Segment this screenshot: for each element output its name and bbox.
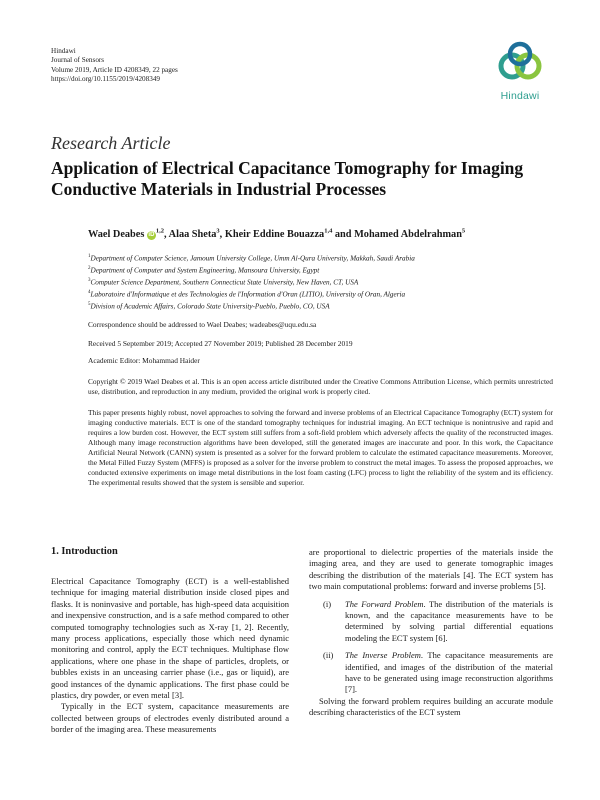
list-item-text: . The distribution of the materials is known, and the capacitance measurements have to be determined by solving partial differential equations modeling the ECT system [6].: [345, 598, 553, 643]
author-3: Kheir Eddine Bouazza$^{1,4}$ and: [224, 228, 355, 241]
author-2: Alaa Sheta$^3$,: [168, 228, 225, 241]
list-item-title: The Forward Problem: [345, 598, 424, 609]
affiliations: [88, 252, 415, 312]
article-type: Research Article: [51, 133, 171, 153]
list-item-title: The Inverse Problem: [345, 650, 421, 661]
body-column-left: [51, 576, 289, 736]
affiliation-5: $^5$Division of Academic Affairs, Colorado State University-Pueblo, Pueblo, CO, USA: [88, 301, 330, 311]
list-item: [323, 650, 553, 696]
list-number: (ii): [323, 650, 334, 661]
paragraph: Solving the forward problem requires building an accurate module describing characteristics of the ECT system: [309, 695, 553, 718]
copyright-notice: Copyright © 2019 Wael Deabes et al. This is an open access article distributed under the Creative Commons Attribution License, which permits unrestricted use, distribution, and reproduction in any medium, provided the original work is properly cited.: [88, 377, 553, 396]
correspondence: Correspondence should be addressed to Wael Deabes; wadeabes@uqu.edu.sa: [88, 320, 317, 329]
article-title: Application of Electrical Capacitance Tomography for Imaging Conductive Materials in Industrial Processes: [51, 158, 524, 199]
section-heading: 1. Introduction: [51, 546, 118, 557]
paragraph: Electrical Capacitance Tomography (ECT) is a well-established technique for imaging material distribution inside closed pipes and flasks. It is noninvasive and portable, has high-speed data acquisition and inexpensive construction, and is a safe method compared to other computed tomography technologies such as X-ray [1, 2]. Recently, many process applications, especially those which need dynamic monitoring and control, apply the ECT techniques. Multiphase flow applications, where one phase in the shape of particles, droplets, or bubbles exists in an unceasing carrier phase (i.e., gas or liquid), are good instances of the dynamic applications. The first phase could be plastics, dry powder, or even metal [3].: [51, 576, 289, 701]
author-4: Mohamed Abdelrahman$^5$: [354, 228, 466, 241]
volume-line: Volume 2019, Article ID 4208349, 22 pages: [51, 65, 178, 74]
logo-wordmark: Hindawi: [500, 90, 540, 102]
paragraph: are proportional to dielectric properties of the materials inside the imaging area, and they are used to generate tomographic images describing the distribution of the materials [4]. The ECT system has two main computational problems: forward and inverse problems [5].: [309, 547, 553, 592]
list-number: (i): [323, 598, 332, 609]
affiliation-3: $^3$Computer Science Department, Southern Connecticut State University, New Haven, CT, USA: [88, 277, 359, 287]
list-item: [323, 599, 553, 645]
affiliation-4: $^4$Laboratoire d'Informatique et des Technologies de l'Information d'Oran (LITIO), University of Oran, Algeria: [88, 289, 406, 299]
journal-name: Journal of Sensors: [51, 56, 105, 65]
hindawi-logo-icon: [490, 38, 550, 88]
orcid-icon[interactable]: iD: [148, 232, 155, 239]
doi-link[interactable]: https://doi.org/10.1155/2019/4208349: [51, 75, 161, 84]
author-list: [88, 228, 558, 240]
paragraph: Typically in the ECT system, capacitance measurements are collected between groups of electrodes evenly distributed around a border of the imaging area. These measurements: [51, 701, 289, 735]
author-1: Wael Deabes iD$^{1,2}$,: [88, 228, 169, 241]
hindawi-logo: [490, 38, 550, 108]
affiliation-1: $^1$Department of Computer Science, Jamoum University College, Umm Al-Qura University, Makkah, Saudi Arabia: [88, 254, 415, 263]
affiliation-2: $^2$Department of Computer and System Engineering, Mansoura University, Egypt: [88, 265, 320, 275]
publication-dates: Received 5 September 2019; Accepted 27 November 2019; Published 28 December 2019: [88, 339, 353, 348]
body-column-right: [309, 547, 553, 719]
journal-metadata: [51, 47, 178, 85]
academic-editor: Academic Editor: Mohammad Haider: [88, 356, 200, 365]
abstract: This paper presents highly robust, novel approaches to solving the forward and inverse problems of an Electrical Capacitance Tomography (ECT) system for imaging conductive materials. ECT is one of the standard tomography techniques for industrial imaging. An ECT technique is nonintrusive and rapid and requires a low burden cost. However, the ECT system still suffers from a soft-field problem which adversely affects the quality of the reconstructed images. Although many image reconstruction algorithms have been developed, still the generated images are inaccurate and poor. In this work, the Capacitance Artificial Neural Network (CANN) system is presented as a solver for the forward problem to calculate the estimated capacitance measurements. Moreover, the Metal Filled Fuzzy System (MFFS) is proposed as a solver for the inverse problem to construct the metal images. To assess the proposed approaches, we conducted extensive experiments on image metal distributions in the lost foam casting (LFC) process to light the reliability of the system and its efficiency. The experimental results showed that the system is sensible and superior.: [88, 408, 553, 487]
list-item-text: . The capacitance measurements are identified, and images of the distribution of the material have to be generated using image reconstruction algorithms [7].: [345, 650, 553, 695]
publisher-name: Hindawi: [51, 47, 76, 55]
